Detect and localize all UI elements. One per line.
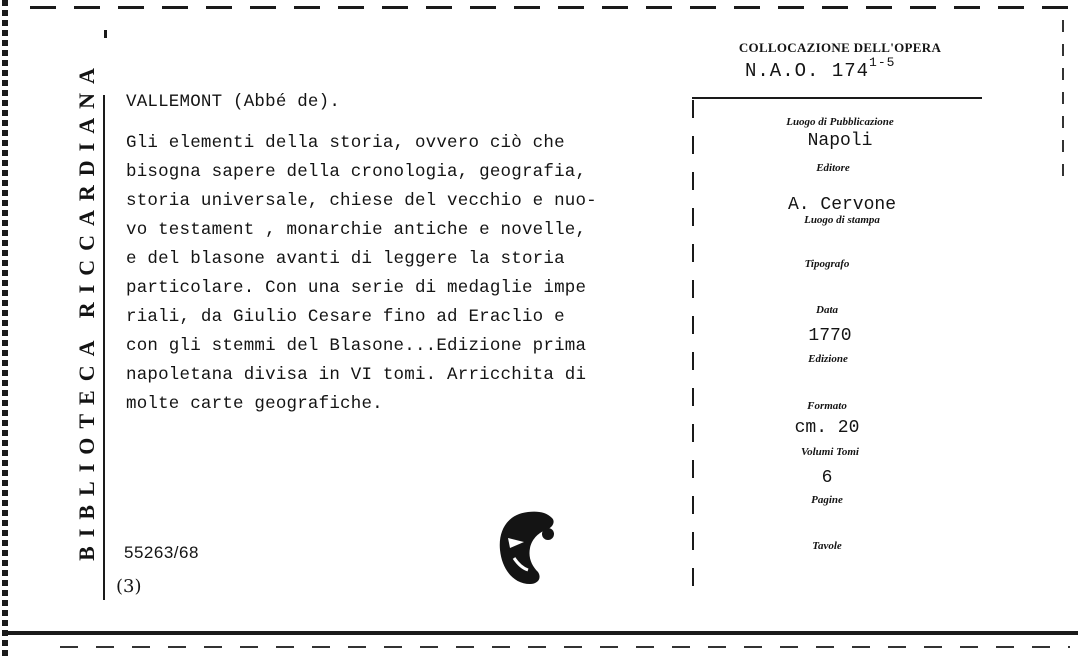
shelfmark [745,55,896,82]
publisher-label: Editore [816,162,850,174]
card-bottom-rule [8,631,1078,635]
title-line: storia universale, chiese del vecchio e nuo- [126,191,597,211]
title-line: riali, da Giulio Cesare fino ad Eraclio e [126,307,565,327]
printer-label: Tipografo [804,258,850,270]
collocation-title: COLLOCAZIONE DELL'OPERA [738,40,942,55]
format-label: Formato [807,400,847,412]
place-label: Luogo di Pubblicazione [786,116,894,128]
plates-label: Tavole [812,540,842,552]
shelfmark-number: N.A.O. 174 [745,60,870,82]
collocation-rule [692,97,982,99]
volumes-label: Volumi Tomi [801,446,859,458]
publisher-value: A. Cervone [787,195,897,215]
inventory-number: 55263/68 [124,543,199,562]
title-line: napoletana divisa in VI tomi. Arricchita di [126,365,587,385]
date-value: 1770 [808,326,852,346]
volumes-value: 6 [821,468,833,488]
library-name: BIBLIOTECA RICCARDIANA [74,59,99,561]
date-label: Data [816,304,838,316]
title-line: vo testament , monarchie antiche e novelle, [126,220,587,240]
author-line: VALLEMONT (Abbé de). [126,92,341,112]
library-stamp [494,508,562,588]
bibliographic-record [126,88,701,419]
scan-border-left [2,0,8,656]
scan-border-right [1062,20,1064,180]
handwritten-note: (3) [116,576,142,597]
ink-mark [104,30,107,38]
title-line: particolare. Con una serie di medaglie impe [126,278,587,298]
title-line: bisogna sapere della cronologia, geografia, [126,162,587,182]
shelfmark-volumes: 1-5 [869,55,896,70]
title-line: molte carte geografiche. [126,394,383,414]
printing-place-label: Luogo di stampa [804,214,880,226]
edition-label: Edizione [808,353,848,365]
scan-border-bottom [60,646,1070,648]
scan-border-top [30,6,1070,9]
title-line: e del blasone avanti di leggere la storia [126,249,565,269]
place-value: Napoli [807,131,873,151]
pages-label: Pagine [811,494,843,506]
title-line: con gli stemmi del Blasone...Edizione prima [126,336,587,356]
title-line: Gli elementi della storia, ovvero ciò che [126,133,565,153]
left-margin-rule [103,95,105,600]
format-value: cm. 20 [794,418,860,438]
